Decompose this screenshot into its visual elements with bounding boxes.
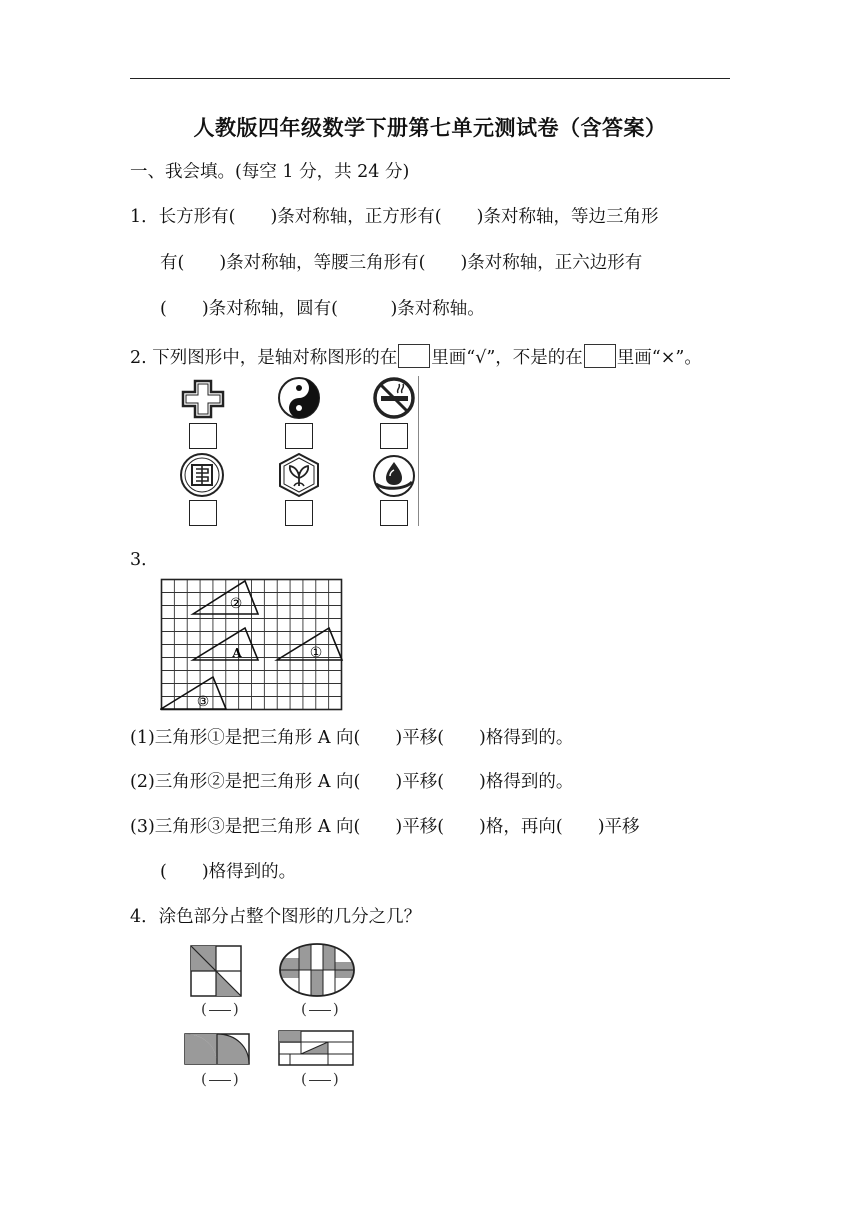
label-triangle-2: ② [229,596,243,612]
q2-prompt [130,344,702,370]
yin-yang-icon [277,376,321,420]
translation-grid [160,578,344,712]
label-triangle-a: A [232,646,242,660]
answer-checkbox-1[interactable] [189,423,217,449]
q3-sub3-line1: (3)三角形③是把三角形 A 向( )平移( )格，再向( )平移 [130,817,640,837]
answer-blank-2[interactable]: ( ) [301,1000,339,1018]
section-heading: 一、我会填。(每空 1 分，共 24 分) [130,162,410,182]
q2-prompt-part3: 里画“×”。 [616,348,702,368]
fraction-figure-strips [278,1030,354,1066]
no-smoking-icon [372,376,416,420]
answer-checkbox-4[interactable] [189,500,217,526]
q1-line1: 1．长方形有( )条对称轴，正方形有( )条对称轴，等边三角形 [130,207,659,227]
answer-checkbox-3[interactable] [380,423,408,449]
column-divider [418,376,419,526]
q3-sub2: (2)三角形②是把三角形 A 向( )平移( )格得到的。 [130,772,574,792]
fraction-figure-rectangle [184,1033,250,1065]
q1-line3: ( )条对称轴，圆有( )条对称轴。 [160,299,485,319]
label-triangle-3: ③ [196,694,210,710]
bank-logo-icon [179,452,225,498]
answer-blank-4[interactable]: ( ) [301,1070,339,1088]
answer-box-sample [584,344,616,368]
triangle-3 [161,677,226,709]
answer-checkbox-2[interactable] [285,423,313,449]
fraction-figure-square [190,945,242,997]
answer-checkbox-5[interactable] [285,500,313,526]
answer-checkbox-6[interactable] [380,500,408,526]
answer-blank-1[interactable]: ( ) [201,1000,239,1018]
q4-prompt: 4．涂色部分占整个图形的几分之几？ [130,907,422,927]
answer-box-sample [398,344,430,368]
water-drop-logo-icon [372,454,416,498]
q2-prompt-part2: 里画“√”，不是的在 [431,348,583,368]
q2-prompt-part1: 2. 下列图形中，是轴对称图形的在 [130,348,398,368]
q3-number: 3． [130,550,159,570]
q1-line2: 有( )条对称轴，等腰三角形有( )条对称轴，正六边形有 [160,253,643,273]
fraction-figure-ellipse [278,942,356,998]
answer-blank-3[interactable]: ( ) [201,1070,239,1088]
cross-icon [180,378,226,420]
header-rule [130,78,730,79]
plant-logo-icon [276,452,322,498]
label-triangle-1: ① [309,645,323,661]
q3-sub1: (1)三角形①是把三角形 A 向( )平移( )格得到的。 [130,728,574,748]
q3-sub3-line2: ( )格得到的。 [160,862,297,882]
page-title: 人教版四年级数学下册第七单元测试卷（含答案） [193,116,667,140]
